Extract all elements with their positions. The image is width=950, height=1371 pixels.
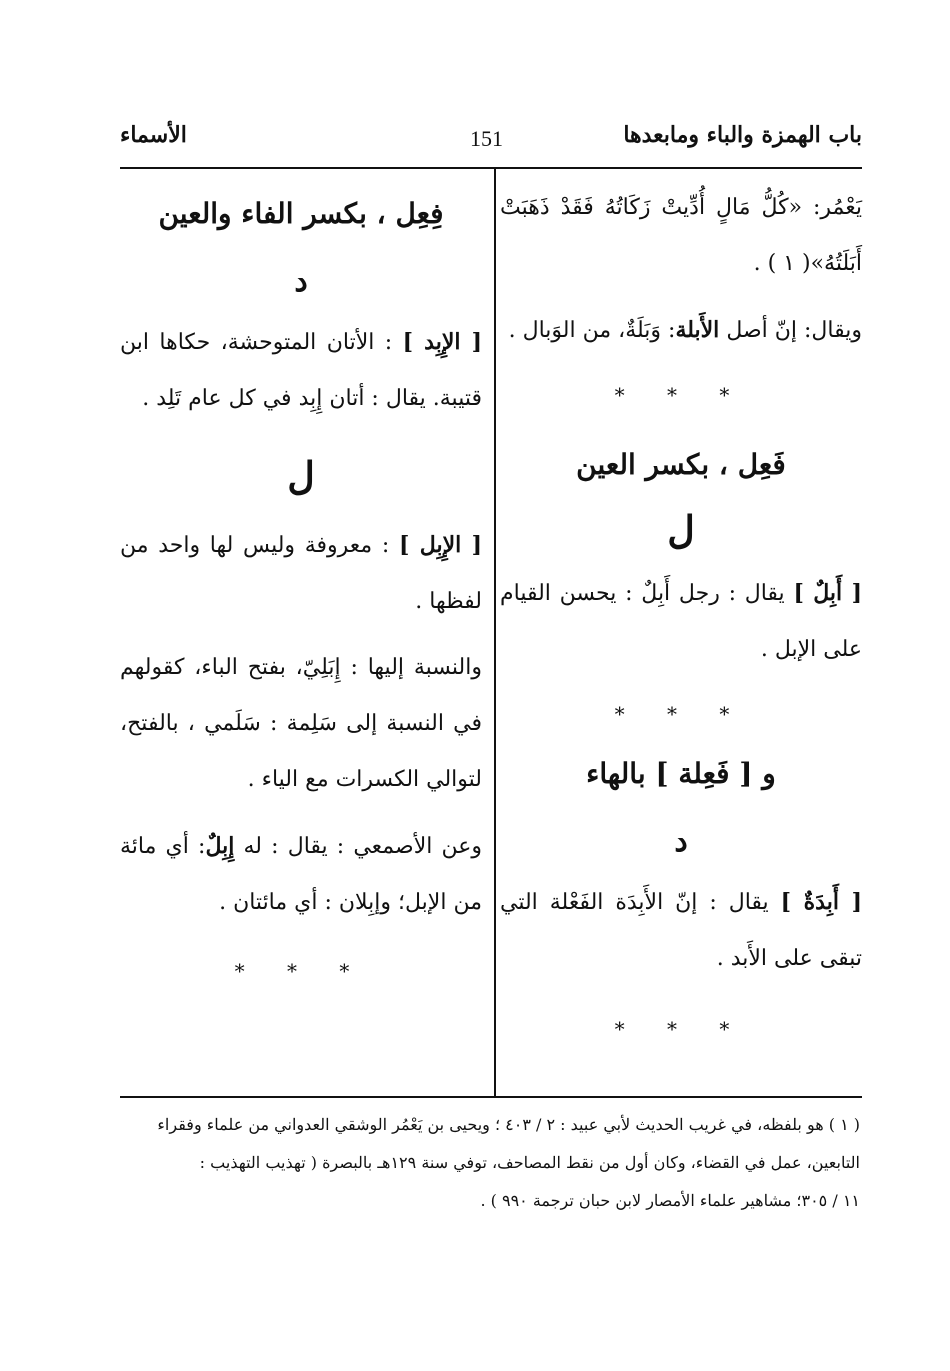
entry-term: [ الإِبِد ] [402, 329, 482, 355]
paragraph [500, 302, 862, 359]
letter-heading: د [674, 824, 688, 859]
paragraph [120, 517, 482, 630]
paragraph-text: يقال : إنّ الأَبِدَة الفَعْلة التي تبقى على الأَبد . [500, 890, 862, 971]
letter-heading: د [294, 264, 308, 299]
left-column [120, 178, 482, 999]
section-heading: فَعِل ، بكسر العين [576, 448, 786, 481]
footnote-line: التابعين، عمل في القضاء، وكان أول من نقط المصاحف، توفي سنة ١٢٩هـ بالبصرة ( تهذيب التهذيب : [199, 1153, 860, 1172]
section-heading: فِعِل ، بكسر الفاء والعين [158, 197, 444, 230]
entry-term: [ أَبِلٌ ] [793, 580, 862, 606]
paragraph-text: : الأتان المتوحشة، حكاها ابن قتيبة. يقال : أتان إِبِد في كل عام تَلِد . [120, 330, 482, 411]
paragraph-text: ويقال: إنّ أصل [726, 318, 862, 343]
paragraph [120, 314, 482, 427]
paragraph-text: : معروفة وليس لها واحد من لفظها . [120, 533, 482, 614]
section-title: الأسماء [120, 122, 187, 148]
chapter-title: باب الهمزة والباء ومابعدها [623, 122, 862, 148]
page-number: 151 [470, 126, 503, 151]
paragraph-text: يقال : رجل أَبِلٌ : يحسن القيام على الإبل . [500, 581, 862, 662]
letter-heading: ل [667, 507, 695, 552]
separator-stars: * * * [234, 959, 368, 983]
footnote-line: ( ١ ) هو بلفظه، في غريب الحديث لأبي عبيد : ٢ / ٤٠٣ ؛ ويحيى بن يَعْمُر الوشقي العدواني من علماء وفقراء [157, 1115, 860, 1134]
footnote-line: ١١ / ٣٠٥؛ مشاهير علماء الأمصار لابن حبان ترجمة ٩٩٠ ) . [480, 1191, 860, 1210]
separator-stars: * * * [614, 1017, 748, 1041]
paragraph: والنسبة إليها : إِبَلِيّ، بفتح الباء، كقولهم في النسبة إلى سَلِمة : سَلَمي ، بالفتح، لتوالي الكسرات مع الياء . [120, 655, 482, 792]
footnotes [125, 1106, 860, 1220]
right-column [500, 178, 862, 1057]
entry-term: الأَبلة [675, 317, 720, 343]
footnote-rule [120, 1096, 862, 1098]
separator-stars: * * * [614, 383, 748, 407]
header-rule [120, 167, 862, 169]
paragraph-text: : أي مائة من الإبل؛ وإبِلان : أي مائتان . [120, 834, 482, 915]
paragraph-text: وعن الأصمعي : يقال : له [234, 834, 483, 859]
entry-term: [ الإِبِل ] [399, 532, 482, 558]
column-divider [494, 168, 496, 1096]
entry-term: [ أَبِدَةٌ ] [780, 889, 862, 915]
paragraph-text: : وَبَلَةٌ، من الوَبال . [508, 318, 676, 343]
paragraph [500, 565, 862, 678]
letter-heading: ل [287, 453, 315, 498]
section-heading: و [ فَعِلة ] بالهاء [586, 757, 776, 790]
paragraph: يَعْمُر: «كُلُّ مَالٍ أُدِّيتْ زَكَاتُهُ فَقَدْ ذَهَبَتْ أَبَلَتُهُ»( ١ ) . [500, 195, 862, 276]
entry-term: إِبِلٌ [205, 833, 235, 859]
running-head [120, 118, 862, 168]
paragraph [500, 874, 862, 987]
separator-stars: * * * [614, 702, 748, 726]
paragraph [120, 818, 482, 931]
